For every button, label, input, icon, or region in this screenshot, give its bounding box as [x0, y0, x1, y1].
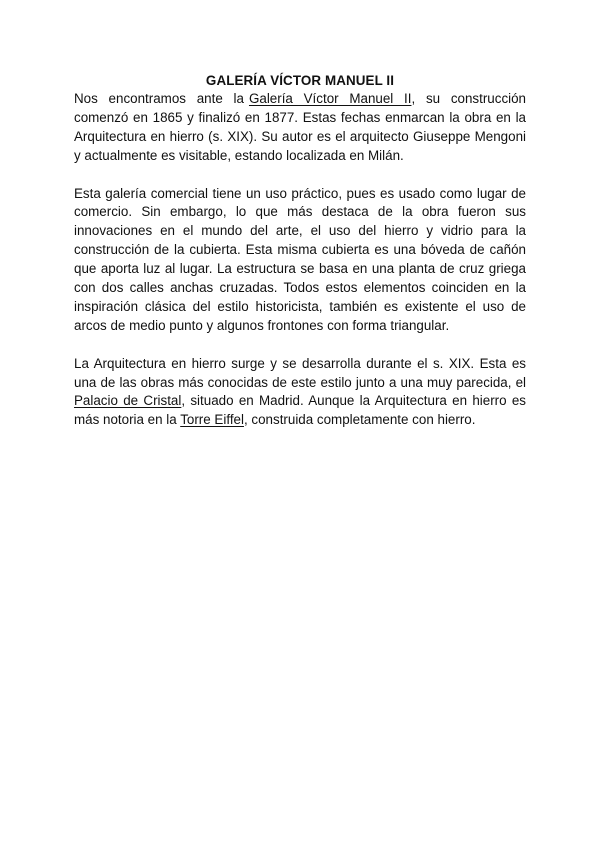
- galeria-link[interactable]: Galería Víctor Manuel II: [248, 91, 412, 106]
- paragraph-3-text-part3: , construida completamente con hierro.: [243, 412, 476, 428]
- document-title: GALERÍA VÍCTOR MANUEL II: [205, 73, 395, 88]
- paragraph-1-text-start: Nos encontramos ante la: [74, 91, 244, 106]
- paragraph-2: Esta galería comercial tiene un uso práctico, pues es usado como lugar de comercio. Sin embargo, lo que más destaca de la obra fueron sus innovaciones en el mundo del arte, el uso del hierro y vidrio para la construcción de la cubierta. Esta misma cubierta es una bóveda de cañón que aporta luz al lugar. La estructura se basa en una planta de cruz griega con dos calles anchas cruzadas. Todos estos elementos coinciden en la inspiración clásica del estilo historicista, también es existente el uso de arcos de medio punto y algunos frontones con forma triangular.: [74, 185, 526, 333]
- paragraph-3-text-part2: , situado en Madrid. Aunque la Arquitectura en hierro es más notoria en la: [74, 393, 526, 428]
- paragraph-1: [74, 90, 526, 166]
- torre-eiffel-link[interactable]: Torre Eiffel: [180, 412, 244, 428]
- paragraph-3: [74, 355, 526, 431]
- paragraph-3-text-part1: La Arquitectura en hierro surge y se desarrolla durante el s. XIX. Esta es una de las obras más conocidas de este estilo junto a una muy parecida, el: [74, 355, 526, 390]
- paragraph-1-text-end: , su construcción comenzó en 1865 y finalizó en 1877. Estas fechas enmarcan la obra en la Arquitectura en hierro (s. XIX). Su autor es el arquitecto Giuseppe Mengoni y actualmente es visitable, estando localizada en Milán.: [74, 91, 527, 163]
- palacio-de-cristal-link[interactable]: Palacio de Cristal: [74, 393, 182, 409]
- document-body: [74, 72, 526, 430]
